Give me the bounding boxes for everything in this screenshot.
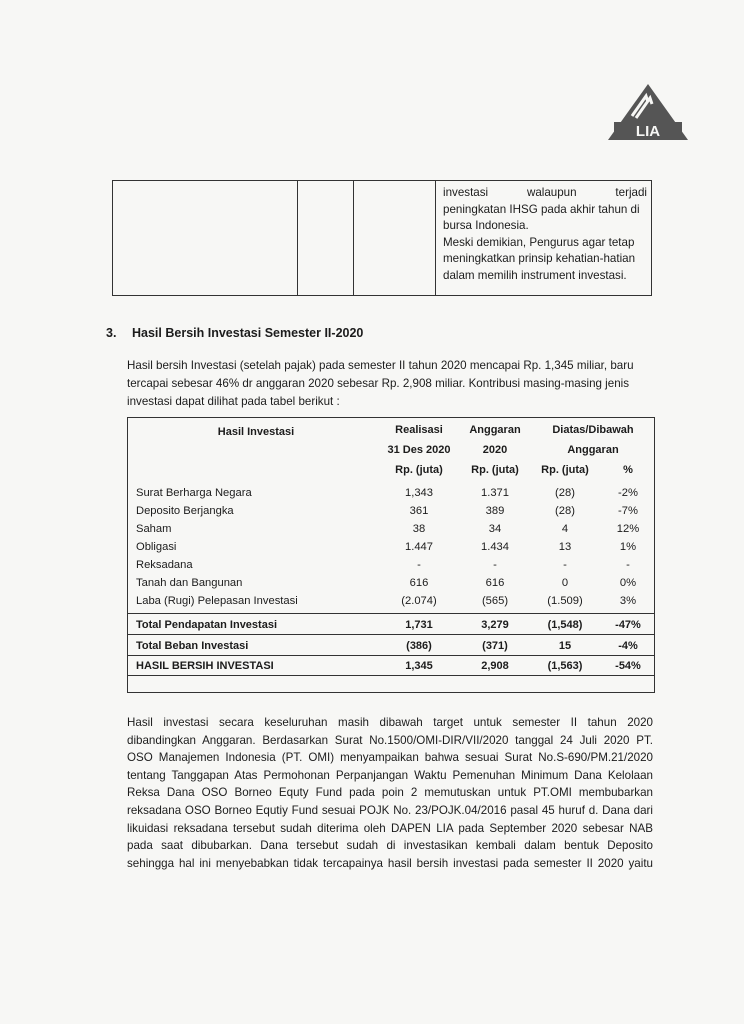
lia-logo-icon bbox=[606, 82, 690, 142]
lia-logo bbox=[606, 82, 690, 142]
total-realisasi: 1,345 bbox=[405, 660, 433, 672]
closing-line: Hasil investasi secara keseluruhan masih dibawah target untuk semester II tahun 2020 bbox=[127, 716, 653, 729]
row-diff: (28) bbox=[555, 487, 575, 499]
closing-line: Reksa Dana OSO Borneo Equty Fund pada poin 2 memutuskan untuk PT.OMI membubarkan bbox=[127, 786, 653, 800]
row-anggaran: (565) bbox=[481, 595, 509, 607]
row-realisasi: 38 bbox=[412, 523, 426, 535]
header-item: Hasil Investasi bbox=[217, 426, 295, 438]
total-diff: 15 bbox=[558, 640, 572, 652]
table-rule bbox=[128, 655, 654, 656]
row-anggaran: - bbox=[493, 559, 497, 571]
header-line: Rp. (juta) bbox=[395, 464, 443, 476]
intro-paragraph bbox=[127, 357, 653, 411]
total-anggaran: 2,908 bbox=[481, 660, 509, 672]
row-label: Tanah dan Bangunan bbox=[136, 577, 243, 589]
table-row bbox=[128, 502, 654, 520]
total-diff: (1,548) bbox=[547, 619, 583, 631]
closing-line: tentang Tanggapan Atas Permohonan Perpanjangan Waktu Pemenuhan Minimum Dana Kelolaan bbox=[127, 768, 653, 782]
total-label: Total Pendapatan Investasi bbox=[136, 619, 278, 631]
row-realisasi: 361 bbox=[409, 505, 429, 517]
row-pct: - bbox=[626, 559, 630, 571]
row-anggaran: 1.434 bbox=[481, 541, 509, 553]
row-realisasi: - bbox=[417, 559, 421, 571]
row-diff: (28) bbox=[555, 505, 575, 517]
investment-table bbox=[127, 417, 655, 693]
table-rule bbox=[128, 675, 654, 676]
header-line: 2020 bbox=[482, 444, 508, 456]
total-diff: (1,563) bbox=[547, 660, 583, 672]
row-diff: 13 bbox=[558, 541, 572, 553]
row-diff: 4 bbox=[561, 523, 569, 535]
header-line: Anggaran bbox=[567, 444, 619, 456]
total-pct: -54% bbox=[615, 660, 641, 672]
header-anggaran bbox=[462, 420, 528, 480]
fragment-line: Meski demikian, Pengurus agar tetap bbox=[443, 235, 635, 249]
row-pct: 1% bbox=[619, 541, 637, 553]
section-number: 3. bbox=[106, 326, 117, 340]
table-row bbox=[128, 556, 654, 574]
closing-line: likuidasi reksadana tersebut sudah diterima oleh DAPEN LIA pada September 2020 sebesar NAB bbox=[127, 821, 653, 835]
table-rule bbox=[128, 613, 654, 614]
row-pct: 0% bbox=[619, 577, 637, 589]
row-pct: -2% bbox=[618, 487, 638, 499]
total-pct: -4% bbox=[618, 640, 638, 652]
total-row bbox=[128, 637, 654, 655]
row-diff: (1.509) bbox=[547, 595, 583, 607]
table-divider bbox=[353, 181, 354, 295]
intro-line: tercapai sebesar 46% dr anggaran 2020 sebesar Rp. 2,908 miliar. Kontribusi masing-masing jenis bbox=[127, 377, 630, 390]
table-row bbox=[128, 520, 654, 538]
header-line: Diatas/Dibawah bbox=[552, 424, 634, 436]
logo-text: LIA bbox=[635, 123, 661, 140]
total-realisasi: (386) bbox=[406, 640, 432, 652]
fragment-line: dalam memilih instrument investasi. bbox=[443, 268, 627, 282]
table-row bbox=[128, 484, 654, 502]
row-diff: 0 bbox=[561, 577, 569, 589]
total-label: Total Beban Investasi bbox=[136, 640, 249, 652]
table-row bbox=[128, 574, 654, 592]
row-label: Deposito Berjangka bbox=[136, 505, 234, 517]
total-realisasi: 1,731 bbox=[405, 619, 433, 631]
row-anggaran: 616 bbox=[485, 577, 505, 589]
row-label: Saham bbox=[136, 523, 172, 535]
total-pct: -47% bbox=[615, 619, 641, 631]
row-pct: 12% bbox=[616, 523, 640, 535]
row-label: Surat Berharga Negara bbox=[136, 487, 252, 499]
row-anggaran: 34 bbox=[488, 523, 502, 535]
row-label: Laba (Rugi) Pelepasan Investasi bbox=[136, 595, 298, 607]
section-heading bbox=[106, 326, 363, 340]
closing-line: OSO Manajemen Indonesia (PT. OMI) menyampaikan bahwa sesuai Surat No.S-690/PM.21/2020 bbox=[127, 751, 653, 765]
row-realisasi: 616 bbox=[409, 577, 429, 589]
closing-line: pada saat dibubarkan. Dana tersebut sudah di investasikan kembali dalam bentuk Deposito bbox=[127, 839, 653, 853]
total-anggaran: (371) bbox=[482, 640, 508, 652]
header-line: 31 Des 2020 bbox=[387, 444, 451, 456]
row-label: Reksadana bbox=[136, 559, 193, 571]
header-diatas bbox=[532, 420, 654, 460]
header-diatas-pct: % bbox=[623, 464, 633, 476]
header-line: Realisasi bbox=[395, 424, 443, 436]
table-row bbox=[128, 592, 654, 610]
table-divider bbox=[297, 181, 298, 295]
row-label: Obligasi bbox=[136, 541, 177, 553]
row-diff: - bbox=[563, 559, 567, 571]
fragment-text bbox=[443, 185, 647, 284]
fragment-line: investasi walaupun terjadi bbox=[443, 186, 647, 199]
row-anggaran: 389 bbox=[485, 505, 505, 517]
intro-line: Hasil bersih Investasi (setelah pajak) pada semester II tahun 2020 mencapai Rp. 1,345 miliar, baru bbox=[127, 359, 634, 372]
fragment-line: bursa Indonesia. bbox=[443, 219, 529, 232]
table-row bbox=[128, 538, 654, 556]
row-pct: -7% bbox=[618, 505, 638, 517]
fragment-line: meningkatkan prinsip kehatian-hatian bbox=[443, 252, 636, 265]
intro-line: investasi dapat dilihat pada tabel berikut : bbox=[127, 395, 340, 408]
header-diatas-rp: Rp. (juta) bbox=[541, 464, 589, 476]
total-anggaran: 3,279 bbox=[481, 619, 509, 631]
row-realisasi: (2.074) bbox=[401, 595, 437, 607]
row-anggaran: 1.371 bbox=[481, 487, 509, 499]
fragment-line: peningkatan IHSG pada akhir tahun di bbox=[443, 202, 640, 216]
header-realisasi bbox=[380, 420, 458, 480]
row-realisasi: 1.447 bbox=[405, 541, 433, 553]
closing-line: reksadana OSO Borneo Equtiy Fund sesuai POJK No. 23/POJK.04/2016 pasal 45 huruf d. Dana dari bbox=[127, 803, 653, 817]
table-divider bbox=[435, 181, 436, 295]
total-label: HASIL BERSIH INVESTASI bbox=[136, 660, 274, 672]
row-realisasi: 1,343 bbox=[405, 487, 433, 499]
section-title: Hasil Bersih Investasi Semester II-2020 bbox=[132, 326, 364, 340]
table-rule bbox=[128, 634, 654, 635]
previous-table-fragment bbox=[112, 180, 652, 296]
closing-line: sehingga hal ini menyebabkan tidak tercapainya hasil bersih investasi pada semester II 2020 yaitu bbox=[127, 856, 653, 870]
row-pct: 3% bbox=[619, 595, 637, 607]
total-row bbox=[128, 616, 654, 634]
header-line: Anggaran bbox=[469, 424, 521, 436]
closing-line: dibandingkan Anggaran. Berdasarkan Surat No.1500/OMI-DIR/VII/2020 tanggal 24 Juli 2020 PT. bbox=[127, 733, 653, 747]
closing-paragraph bbox=[127, 714, 653, 872]
total-row bbox=[128, 657, 654, 675]
header-line: Rp. (juta) bbox=[471, 464, 519, 476]
